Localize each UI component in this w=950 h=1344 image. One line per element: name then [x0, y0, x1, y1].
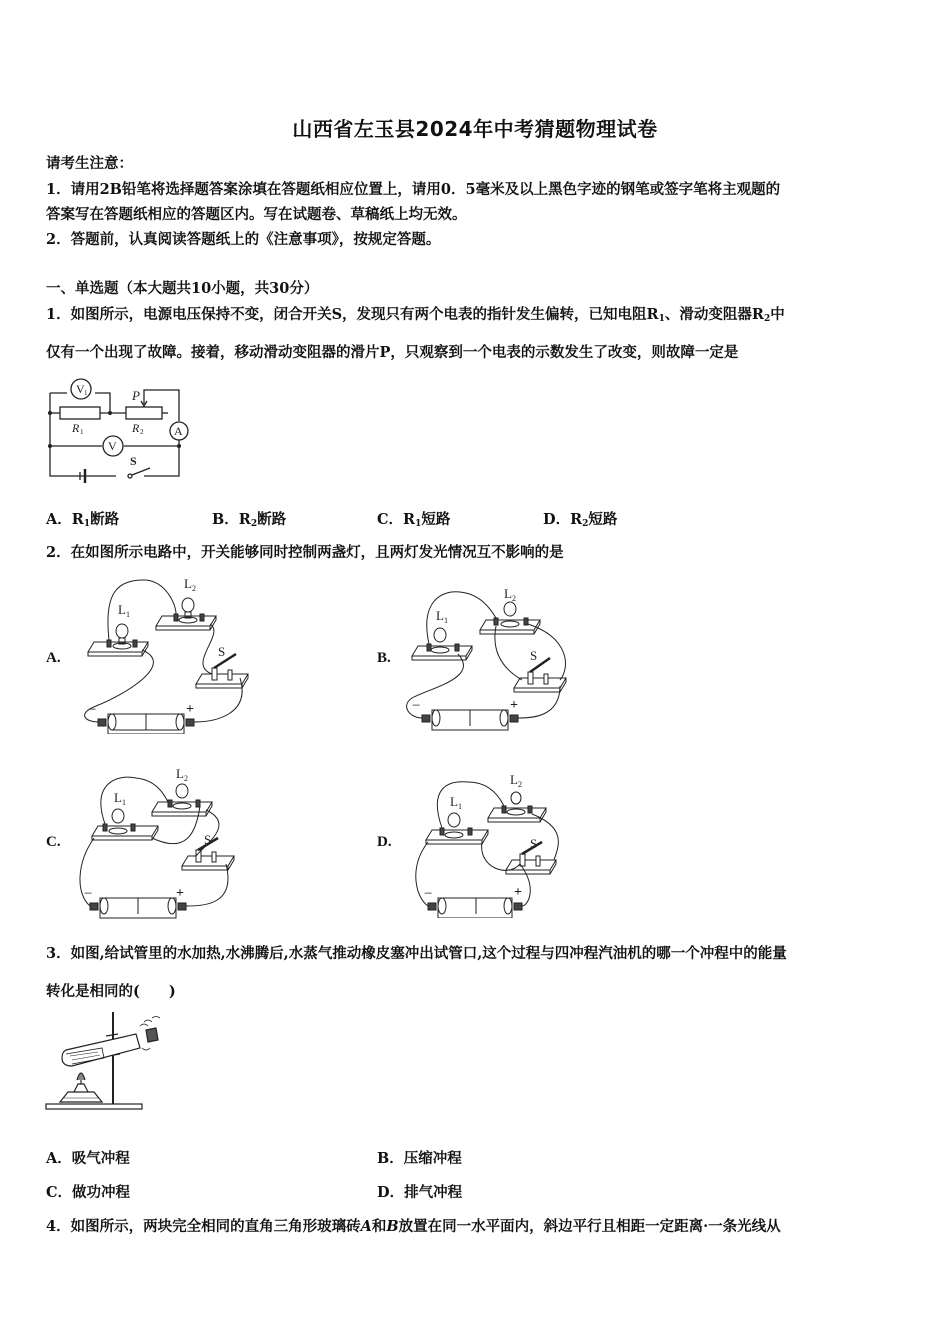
q2-circuit-figure-c[interactable] [76, 764, 256, 924]
svg-text:S: S [218, 644, 226, 659]
q1-r2-sub: 2 [763, 314, 771, 324]
svg-text:L: L [436, 608, 444, 623]
notice-heading: 请考生注意： [46, 155, 133, 172]
svg-text:1: 1 [444, 616, 448, 625]
q1-option-a[interactable]: A．$R_1$断路 [46, 511, 120, 529]
svg-text:L: L [184, 576, 192, 591]
q3-test-tube-figure [44, 1008, 174, 1112]
svg-text:2: 2 [192, 584, 196, 593]
svg-text:2: 2 [184, 774, 188, 783]
question-1-text-line1 [46, 303, 785, 324]
svg-text:S: S [130, 454, 137, 468]
svg-text:−: − [424, 886, 433, 902]
svg-text:V: V [108, 439, 117, 453]
svg-text:2: 2 [140, 428, 144, 436]
svg-text:S: S [530, 836, 538, 851]
svg-text:2: 2 [518, 780, 522, 789]
svg-text:L: L [114, 790, 122, 805]
q1-text-post: 中 [770, 306, 785, 323]
svg-text:S: S [204, 832, 212, 847]
svg-text:R: R [132, 421, 140, 435]
q2-figure-a-label[interactable]: A. [46, 650, 61, 666]
q2-circuit-figure-b[interactable] [400, 578, 580, 738]
svg-text:+: + [186, 702, 194, 717]
q2-figure-d-label[interactable]: D. [377, 834, 392, 850]
q3-option-b[interactable]: B．压缩冲程 [377, 1150, 462, 1167]
svg-text:1: 1 [126, 610, 130, 619]
v1-label: V [76, 382, 85, 396]
q1-option-d[interactable]: D．$R_2$短路 [543, 511, 618, 529]
question-3-text-line1: 3．如图,给试管里的水加热,水沸腾后,水蒸气推动橡皮塞冲出试管口,这个过程与四冲程汽油机的哪一个冲程中的能量 [46, 945, 787, 962]
page-title: 山西省左玉县2024年中考猜题物理试卷 [292, 117, 658, 141]
svg-text:L: L [118, 602, 126, 617]
question-3-text-line2: 转化是相同的( ) [46, 983, 176, 1000]
q2-figure-c-label[interactable]: C. [46, 834, 61, 850]
notice-line-1a: 1．请用2B铅笔将选择题答案涂填在答题纸相应位置上，请用0．5毫米及以上黑色字迹的钢笔或签字笔将主观题的 [46, 181, 781, 198]
svg-text:2: 2 [512, 594, 516, 603]
section-heading: 一、单选题（本大题共10小题，共30分） [46, 280, 319, 297]
svg-text:P: P [132, 388, 140, 403]
svg-text:1: 1 [80, 428, 84, 436]
svg-text:L: L [450, 794, 458, 809]
svg-text:−: − [412, 698, 421, 714]
q1-text-mid: 、滑动变阻器R [664, 306, 764, 323]
svg-text:1: 1 [458, 802, 462, 811]
svg-text:−: − [84, 886, 93, 902]
notice-line-1b: 答案写在答题纸相应的答题区内。写在试题卷、草稿纸上均无效。 [46, 206, 467, 223]
question-2-text: 2．在如图所示电路中，开关能够同时控制两盏灯，且两灯发光情况互不影响的是 [46, 544, 564, 561]
svg-text:A: A [174, 424, 183, 438]
notice-line-2: 2．答题前，认真阅读答题纸上的《注意事项》，按规定答题。 [46, 231, 441, 248]
q3-option-c[interactable]: C．做功冲程 [46, 1184, 131, 1201]
svg-text:−: − [88, 702, 97, 718]
question-4-text: 4．如图所示，两块完全相同的直角三角形玻璃砖A和B放置在同一水平面内，斜边平行且相距一定距离·一条光线从 [46, 1218, 781, 1235]
q2-circuit-figure-d[interactable] [408, 768, 588, 918]
svg-text:+: + [510, 698, 518, 713]
svg-text:L: L [510, 772, 518, 787]
q1-circuit-diagram [44, 368, 194, 486]
q2-figure-b-label[interactable]: B. [377, 650, 391, 666]
q1-r1-sub: 1 [658, 314, 665, 324]
q1-text-pre: 1．如图所示，电源电压保持不变，闭合开关S，发现只有两个电表的指针发生偏转，已知电阻R [46, 306, 659, 323]
svg-text:S: S [530, 648, 538, 663]
question-1-text-line2: 仅有一个出现了故障。接着，移动滑动变阻器的滑片P，只观察到一个电表的示数发生了改变，则故障一定是 [46, 344, 739, 361]
q3-option-d[interactable]: D．排气冲程 [377, 1184, 463, 1201]
q1-option-c[interactable]: C．$R_1$短路 [377, 511, 451, 529]
q2-circuit-figure-a[interactable] [76, 574, 256, 734]
svg-text:+: + [176, 886, 184, 901]
svg-text:L: L [176, 766, 184, 781]
q3-option-a[interactable]: A．吸气冲程 [46, 1150, 130, 1167]
svg-text:1: 1 [84, 389, 88, 397]
svg-text:1: 1 [122, 798, 126, 807]
svg-text:+: + [514, 885, 522, 900]
svg-text:R: R [72, 421, 80, 435]
svg-text:L: L [504, 586, 512, 601]
q1-option-b[interactable]: B．$R_2$断路 [212, 511, 287, 529]
